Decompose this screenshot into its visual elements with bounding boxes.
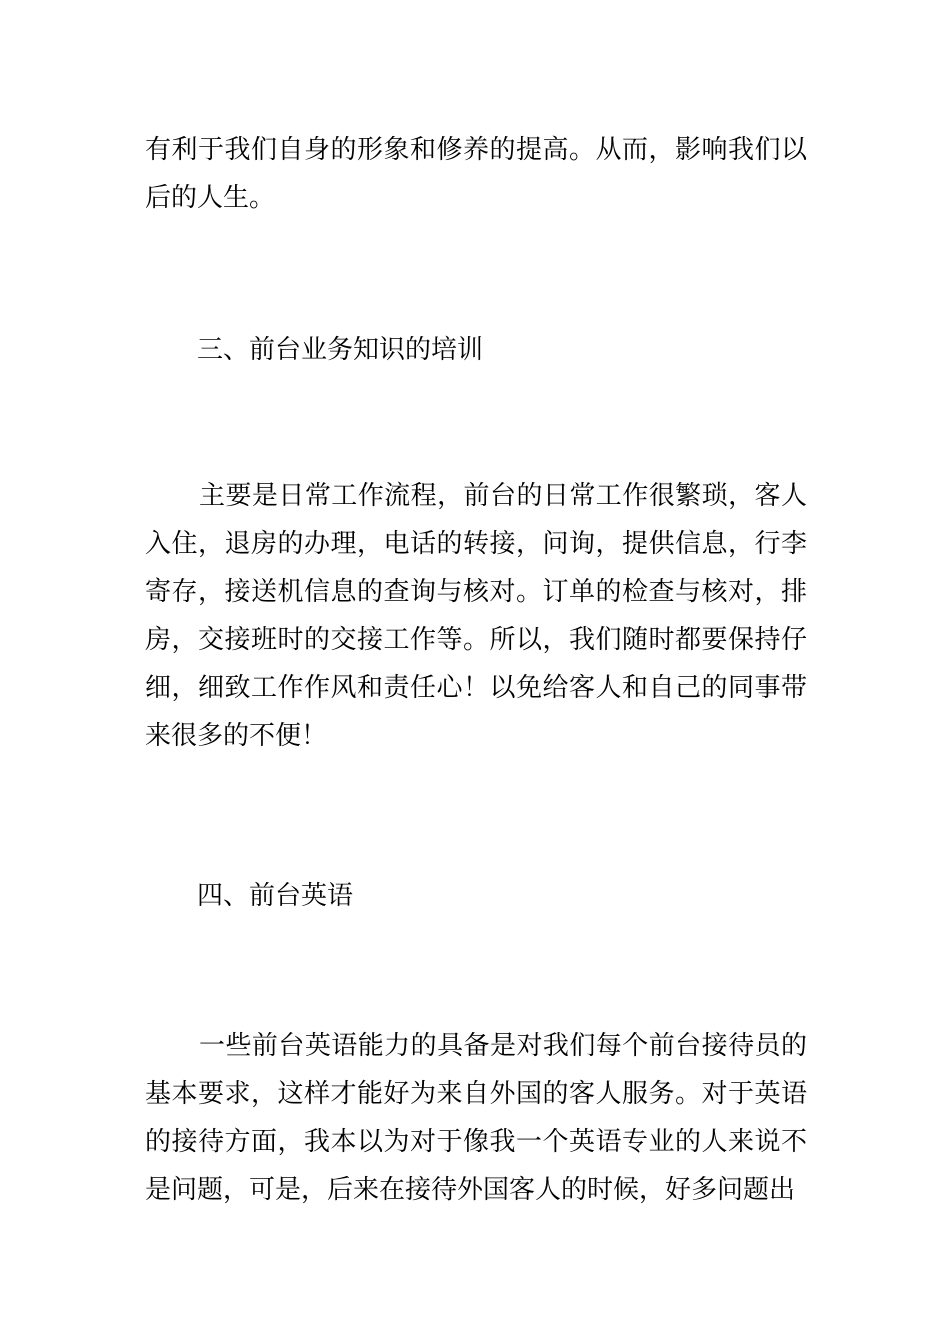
section-heading-3: 三、前台业务知识的培训	[197, 335, 484, 365]
section-heading-4: 四、前台英语	[197, 881, 354, 911]
body-paragraph: 有利于我们自身的形象和修养的提高。从而，影响我们以后的人生。	[145, 135, 807, 213]
body-paragraph: 主要是日常工作流程，前台的日常工作很繁琐，客人入住，退房的办理，电话的转接，问询，提供信息，行李寄存，接送机信息的查询与核对。订单的检查与核对，排房，交接班时的交接工作等。所以，我们随时都要保持仔细，细致工作作风和责任心！以免给客人和自己的同事带来很多的不便！	[145, 481, 807, 751]
body-paragraph: 一些前台英语能力的具备是对我们每个前台接待员的基本要求，这样才能好为来自外国的客人服务。对于英语的接待方面，我本以为对于像我一个英语专业的人来说不是问题，可是，后来在接待外国客人的时候，好多问题出	[145, 1031, 807, 1205]
